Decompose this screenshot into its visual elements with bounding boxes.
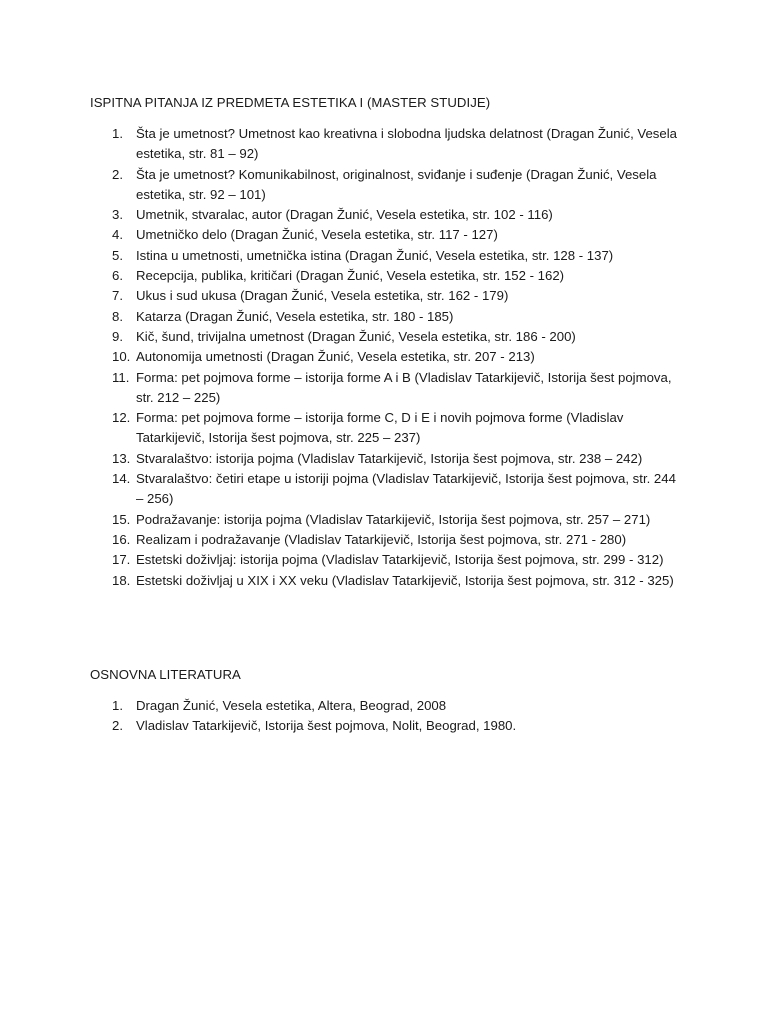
list-item <box>0 327 768 347</box>
item-number: 7. <box>112 288 123 304</box>
item-text: Kič, šund, trivijalna umetnost (Dragan Žunić, Vesela estetika, str. 186 - 200) <box>136 328 576 344</box>
item-number: 4. <box>112 227 123 243</box>
item-text: Šta je umetnost? Komunikabilnost, originalnost, sviđanje i suđenje (Dragan Žunić, Vesela estetika, str. 92 – 101) <box>136 166 657 202</box>
item-text: Estetski doživljaj: istorija pojma (Vladislav Tatarkijevič, Istorija šest pojmova, str. 299 - 312) <box>136 552 664 568</box>
item-text: Forma: pet pojmova forme – istorija forme A i B (Vladislav Tatarkijevič, Istorija šest pojmova, str. 212 – 225) <box>136 369 672 405</box>
item-text: Katarza (Dragan Žunić, Vesela estetika, str. 180 - 185) <box>136 308 454 324</box>
list-item <box>0 347 768 367</box>
list-item <box>0 716 768 736</box>
item-number: 16. <box>112 531 131 547</box>
item-text: Istina u umetnosti, umetnička istina (Dragan Žunić, Vesela estetika, str. 128 - 137) <box>136 247 614 263</box>
item-text: Stvaralaštvo: četiri etape u istoriji pojma (Vladislav Tatarkijevič, Istorija šest pojmova, str. 244 – 256) <box>136 471 676 507</box>
item-text: Ukus i sud ukusa (Dragan Žunić, Vesela estetika, str. 162 - 179) <box>136 288 509 304</box>
list-item <box>0 550 768 570</box>
literature-list <box>0 696 768 737</box>
list-item <box>0 469 768 510</box>
item-number: 14. <box>112 471 131 487</box>
list-item <box>0 205 768 225</box>
item-text: Dragan Žunić, Vesela estetika, Altera, Beograd, 2008 <box>136 698 447 713</box>
item-number: 17. <box>112 552 131 568</box>
item-number: 15. <box>112 511 131 527</box>
literature-heading: OSNOVNA LITERATURA <box>90 667 241 682</box>
item-text: Estetski doživljaj u XIX i XX veku (Vladislav Tatarkijevič, Istorija šest pojmova, str. 312 - 325) <box>136 572 674 588</box>
item-number: 2. <box>112 718 123 734</box>
item-text: Umetničko delo (Dragan Žunić, Vesela estetika, str. 117 - 127) <box>136 227 498 243</box>
list-item <box>0 246 768 266</box>
item-number: 5. <box>112 247 123 263</box>
item-number: 1. <box>112 698 123 713</box>
list-item <box>0 530 768 550</box>
questions-list <box>0 124 768 591</box>
list-item <box>0 408 768 449</box>
item-number: 11. <box>112 369 130 385</box>
item-text: Stvaralaštvo: istorija pojma (Vladislav Tatarkijevič, Istorija šest pojmova, str. 238 – 242) <box>136 450 643 466</box>
list-item <box>0 571 768 591</box>
list-item <box>0 286 768 306</box>
list-item <box>0 307 768 327</box>
list-item <box>0 225 768 245</box>
list-item <box>0 165 768 206</box>
item-number: 18. <box>112 572 131 588</box>
item-text: Forma: pet pojmova forme – istorija forme C, D i E i novih pojmova forme (Vladislav Tatarkijevič, Istorija šest pojmova, str. 225 – 237) <box>136 410 624 446</box>
item-number: 9. <box>112 328 123 344</box>
page-title: ISPITNA PITANJA IZ PREDMETA ESTETIKA I (MASTER STUDIJE) <box>90 95 491 110</box>
item-number: 10. <box>112 349 131 365</box>
item-text: Umetnik, stvaralac, autor (Dragan Žunić, Vesela estetika, str. 102 - 116) <box>136 207 553 223</box>
item-number: 2. <box>112 166 123 182</box>
list-item <box>0 449 768 469</box>
list-item <box>0 696 768 716</box>
item-number: 13. <box>112 450 131 466</box>
list-item <box>0 124 768 165</box>
item-text: Vladislav Tatarkijevič, Istorija šest pojmova, Nolit, Beograd, 1980. <box>136 718 517 734</box>
item-text: Recepcija, publika, kritičari (Dragan Žunić, Vesela estetika, str. 152 - 162) <box>136 268 565 284</box>
list-item <box>0 510 768 530</box>
list-item <box>0 266 768 286</box>
item-text: Realizam i podražavanje (Vladislav Tatarkijevič, Istorija šest pojmova, str. 271 - 280) <box>136 531 627 547</box>
item-number: 1. <box>112 126 123 141</box>
item-number: 3. <box>112 207 123 223</box>
item-text: Autonomija umetnosti (Dragan Žunić, Vesela estetika, str. 207 - 213) <box>136 349 535 365</box>
item-text: Šta je umetnost? Umetnost kao kreativna i slobodna ljudska delatnost (Dragan Žunić, Vesela estetika, str. 81 – 92) <box>136 126 677 162</box>
item-number: 6. <box>112 268 123 284</box>
item-number: 12. <box>112 410 131 426</box>
list-item <box>0 368 768 409</box>
item-text: Podražavanje: istorija pojma (Vladislav Tatarkijevič, Istorija šest pojmova, str. 257 – 271) <box>136 511 651 527</box>
item-number: 8. <box>112 308 123 324</box>
